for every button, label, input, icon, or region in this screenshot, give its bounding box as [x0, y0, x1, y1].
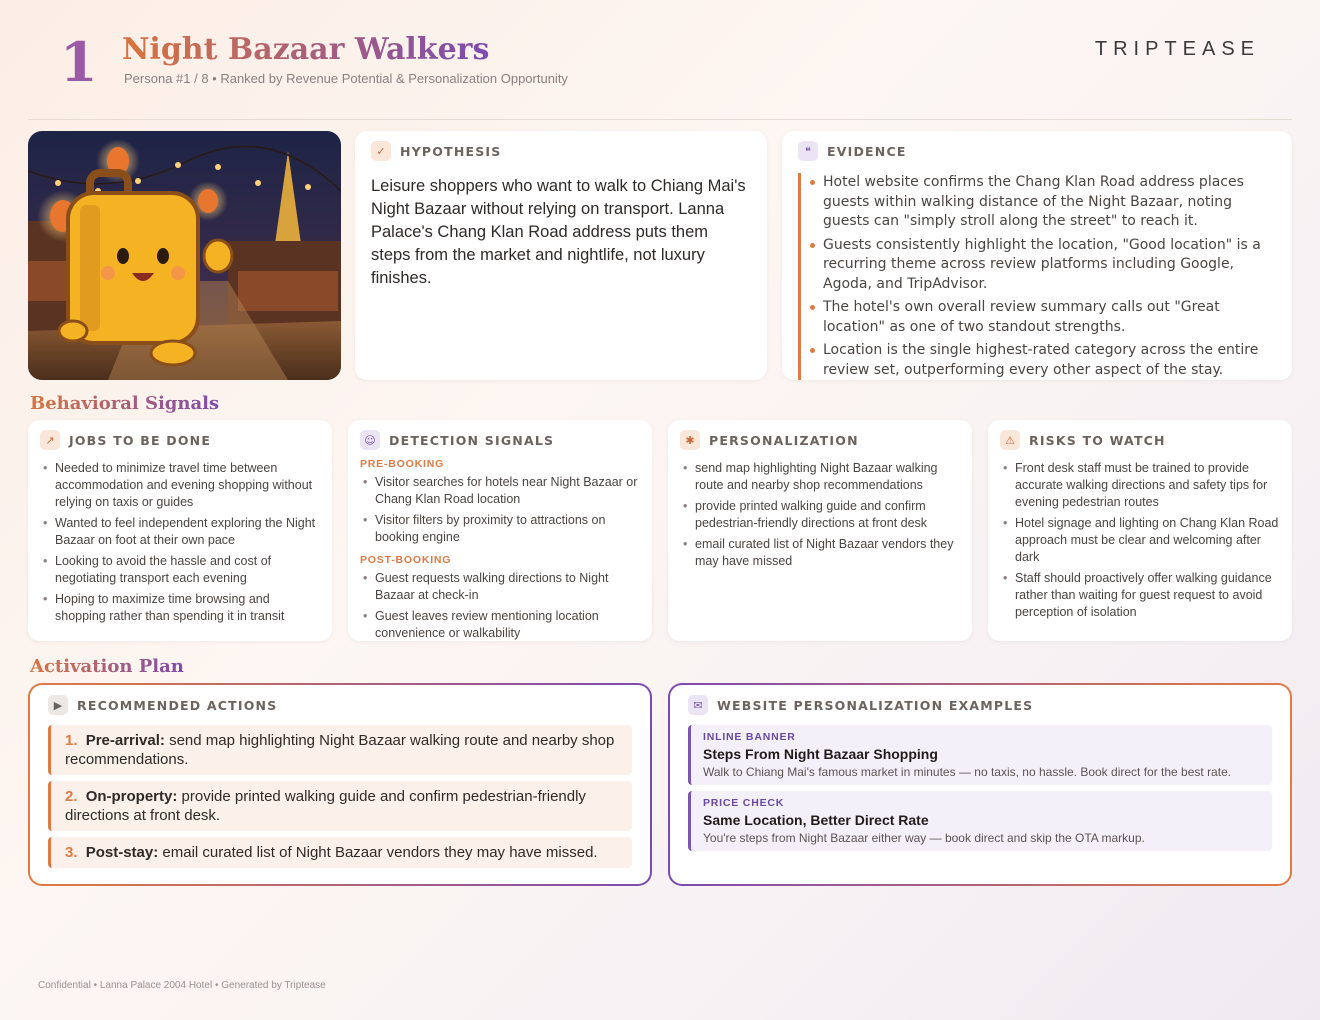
detection-heading: DETECTION SIGNALS	[389, 432, 555, 448]
hypothesis-card	[355, 131, 767, 380]
list-item: • Visitor searches for hotels near Night Bazaar or Chang Klan Road location	[360, 474, 640, 508]
list-item: • Visitor filters by proximity to attractions on booking engine	[360, 512, 640, 546]
warning-icon: ⚠	[1000, 430, 1020, 450]
check-icon: ✓	[371, 141, 391, 161]
list-item: • Wanted to feel independent exploring the Night Bazaar on foot at their own pace	[40, 515, 320, 549]
list-item: • Hotel signage and lighting on Chang Klan Road approach must be clear and welcoming after dark	[1000, 515, 1280, 566]
list-item: • provide printed walking guide and confirm pedestrian-friendly directions at front desk	[680, 498, 960, 532]
detection-card	[348, 420, 652, 641]
actions-heading: RECOMMENDED ACTIONS	[77, 697, 278, 713]
evidence-item: Location is the single highest-rated category across the entire review set, outperforming every other aspect of the stay.	[823, 341, 1276, 380]
evidence-item: Guests consistently highlight the location, "Good location" is a recurring theme across review platforms including Google, Agoda, and TripAdvisor.	[823, 236, 1276, 295]
evidence-header	[798, 141, 1276, 161]
jobs-header	[40, 430, 320, 450]
action-phase: Pre-arrival:	[85, 732, 165, 749]
action-number: 2.	[65, 788, 78, 805]
action-text: provide printed walking guide and confirm pedestrian-friendly directions at front desk.	[65, 788, 586, 824]
personalization-list	[680, 460, 960, 570]
post-booking-list	[360, 570, 640, 642]
persona-title: Night Bazaar Walkers	[122, 30, 489, 70]
example-title: Same Location, Better Direct Rate	[703, 812, 929, 828]
examples-header	[688, 695, 1272, 715]
jobs-card	[28, 420, 332, 641]
example-body: Walk to Chiang Mai's famous market in minutes — no taxis, no hassle. Book direct for the best rate.	[703, 765, 1232, 779]
action-item	[48, 781, 632, 831]
example-title: Steps From Night Bazaar Shopping	[703, 746, 938, 762]
website-examples-card	[668, 683, 1292, 886]
hypothesis-text: Leisure shoppers who want to walk to Chiang Mai's Night Bazaar without relying on transport. Lanna Palace's Chang Klan Road address puts them steps from the market and nightlife, not luxury finishes.	[371, 177, 746, 287]
example-item	[688, 791, 1272, 851]
hypothesis-header	[371, 141, 751, 161]
action-item	[48, 725, 632, 775]
list-item: • Looking to avoid the hassle and cost of negotiating transport each evening	[40, 553, 320, 587]
persona-subtitle: Persona #1 / 8 • Ranked by Revenue Potential & Personalization Opportunity	[124, 71, 568, 86]
examples-heading: WEBSITE PERSONALIZATION EXAMPLES	[717, 697, 1034, 713]
activation-plan-title: Activation Plan	[30, 656, 184, 677]
action-number: 1.	[65, 732, 78, 749]
list-item: • Needed to minimize travel time between accommodation and evening shopping without relying on taxis or guides	[40, 460, 320, 511]
arrow-up-right-icon: ↗	[40, 430, 60, 450]
page-footer: Confidential • Lanna Palace 2004 Hotel • Generated by Triptease	[38, 980, 326, 991]
pre-booking-label: PRE-BOOKING	[360, 458, 445, 470]
evidence-item: Hotel website confirms the Chang Klan Road address places guests within walking distance of the Night Bazaar, noting guests can "simply stroll along the street" to reach it.	[823, 173, 1276, 232]
action-text: email curated list of Night Bazaar vendors they may have missed.	[162, 844, 598, 861]
action-item	[48, 837, 632, 868]
risks-card	[988, 420, 1292, 641]
recommended-actions-card	[28, 683, 652, 886]
brand-logo: TRIPTEASE	[1094, 38, 1260, 60]
risks-header	[1000, 430, 1280, 450]
action-phase: Post-stay:	[85, 844, 159, 861]
list-item: • Staff should proactively offer walking guidance rather than waiting for guest request to avoid perception of isolation	[1000, 570, 1280, 621]
jobs-list	[40, 460, 320, 625]
quote-icon: ❝	[798, 141, 818, 161]
risks-heading: RISKS TO WATCH	[1029, 432, 1166, 448]
list-item: • email curated list of Night Bazaar vendors they may have missed	[680, 536, 960, 570]
list-item: • Guest leaves review mentioning location convenience or walkability	[360, 608, 640, 642]
jobs-heading: JOBS TO BE DONE	[69, 432, 212, 448]
evidence-item: The hotel's own overall review summary calls out "Great location" as one of two standout strengths.	[823, 298, 1276, 337]
page-header	[28, 28, 1292, 120]
persona-number: 1	[60, 30, 98, 94]
action-phase: On-property:	[85, 788, 178, 805]
example-label: INLINE BANNER	[703, 731, 796, 743]
evidence-list	[798, 173, 1276, 380]
personalization-card	[668, 420, 972, 641]
list-item: • Guest requests walking directions to Night Bazaar at check-in	[360, 570, 640, 604]
sparkle-icon: ✱	[680, 430, 700, 450]
personalization-heading: PERSONALIZATION	[709, 432, 859, 448]
pre-booking-list	[360, 474, 640, 546]
action-number: 3.	[65, 844, 78, 861]
evidence-card	[782, 131, 1292, 380]
list-item: • send map highlighting Night Bazaar walking route and nearby shop recommendations	[680, 460, 960, 494]
play-icon: ▶	[48, 695, 68, 715]
smiley-icon: ☺	[360, 430, 380, 450]
personalization-header	[680, 430, 960, 450]
example-body: You're steps from Night Bazaar either way — book direct and skip the OTA markup.	[703, 831, 1145, 845]
example-label: PRICE CHECK	[703, 797, 785, 809]
behavioral-signals-title: Behavioral Signals	[30, 393, 220, 414]
suitcase-mascot-illustration	[28, 131, 341, 380]
actions-header	[48, 695, 632, 715]
post-booking-label: POST-BOOKING	[360, 554, 452, 566]
list-item: • Hoping to maximize time browsing and shopping rather than spending it in transit	[40, 591, 320, 625]
persona-illustration	[28, 131, 341, 380]
list-item: • Front desk staff must be trained to provide accurate walking directions and safety tips for evening pedestrian routes	[1000, 460, 1280, 511]
action-text: send map highlighting Night Bazaar walking route and nearby shop recommendations.	[65, 732, 615, 768]
risks-list	[1000, 460, 1280, 621]
example-item	[688, 725, 1272, 785]
hypothesis-heading: HYPOTHESIS	[400, 143, 502, 159]
evidence-heading: EVIDENCE	[827, 143, 907, 159]
detection-header	[360, 430, 640, 450]
mail-icon: ✉	[688, 695, 708, 715]
